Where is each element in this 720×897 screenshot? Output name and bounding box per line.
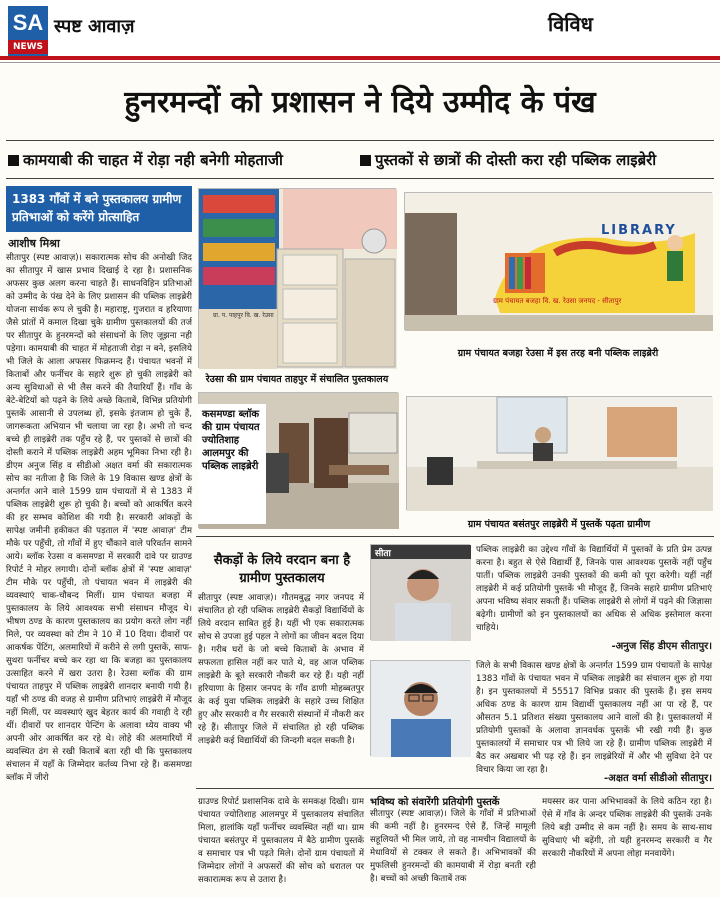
photo-3-label: कसमण्डा ब्लॉक की ग्राम पंचायत ज्योतिशाह आलमपुर की पब्लिक लाइब्रेरी (198, 404, 266, 524)
headline-rule (6, 140, 714, 141)
masthead-rule-thin (0, 62, 720, 63)
cdo-photo (370, 660, 470, 756)
cdo-quote-author: -अक्षत वर्मा सीडीओ सीतापुर। (604, 773, 712, 784)
logo-sub: NEWS (8, 40, 48, 54)
cdo-quote: जिले के सभी विकास खण्ड क्षेत्रों के अन्तर्गत 1599 ग्राम पंचायतों के सापेक्ष 1383 गाँवों के पंचायत भवन में पब्लिक लाइब्रेरी का संचालन शुरू हो गया है। इन पुस्तकालयों में 55517 विभिन्न प्रकार की पुस्तकें हैं। इस समय अधिक ठण्ड के कारण ग्राम विद्यार्थी पुस्तकालय नहीं आ पा रहे हैं, पर औसतन 5.1 प्रतिशत संख्या पुस्तकालय आने वालों की है। पुस्तकालयों में प्रतियोगी पुस्तकों के अलावा ज्ञानवर्धक पुस्तकें भी रखी गयी हैं। कुछ पुस्तकालयों में समाचार पत्र भी लिये जा रहे हैं। ग्रामीण पब्लिक लाइब्रेरी में बैठ कर अखबार भी पढ़ रहे हैं। इन लाइब्रेरियों में और भी सुविधा देने पर विचार किया जा रहा है। (476, 661, 712, 775)
dm-photo (370, 544, 470, 640)
headline: हुनरमन्दों को प्रशासन ने दिये उम्मीद के पंख (124, 85, 596, 120)
section-label: विविध (548, 12, 593, 36)
subhead-2-text: पुस्तकों से छात्रों की दोस्ती करा रही पब्लिक लाइब्रेरी (375, 151, 657, 169)
portrait-label: सीता (375, 549, 391, 559)
subhead-rule (6, 178, 714, 179)
wall-text: ग्राम पंचायत बजहा वि. ख. रेउसा जनपद - सीतापुर (493, 297, 622, 305)
bottom-story-1-body: ग्राउण्ड रिपोर्ट प्रशासनिक दावे के समकक्ष दिखी। ग्राम पंचायत ज्योतिशाह आलमपुर में पुस्तकालय संचालित मिला, हालांकि यहाँ फर्नीचर व्यवस्थित नहीं था। ग्राम पंचायत बसंतपुर में पुस्तकालय में बैठे ग्रामीण पुस्तकें व समाचार पत्र भी पढ़ते मिले। दोनों ग्राम पंचायतों में जिम्मेदार लोगों ने अफसरों की सोच को धरातल पर सकारात्मक रूप से उतारा है। (198, 797, 364, 885)
subhead-1-text: कामयाबी की चाहत में रोड़ा नही बनेगी मोहताजी (23, 151, 283, 169)
reading-room-illustration (407, 397, 713, 511)
bottom-rule (196, 788, 714, 789)
photo-4-caption: ग्राम पंचायत बसंतपुर लाइब्रेरी में पुस्तकें पढ़ता ग्रामीण (467, 519, 651, 530)
masthead-rule (0, 56, 720, 60)
bottom-story-2-title: भविष्य को संवारेंगी प्रतियोगी पुस्तकें (370, 797, 500, 808)
brand-name: स्पष्ट आवाज़ (54, 16, 135, 37)
bottom-story-2-body-b: मयस्सर कर पाना अभिभावकों के लिये कठिन रहा है। ऐसे में गाँव के अन्दर पब्लिक लाइब्रेरी की पुस्तकें उनके लिये बड़ी उम्मीद से कम नहीं है। समय के साथ-साथ सुविधाएं भी बढ़ेंगी, तो यही हुनरमन्द सरकारी व गैर सरकारी नौकरियों में अपना लोहा मनवायेंगे। (542, 797, 712, 859)
photo-tahpur-library (198, 188, 396, 368)
bullet-square-icon (360, 155, 371, 166)
mid-rule (196, 536, 714, 537)
bottom-story-2-body-a: सीतापुर (स्पष्ट आवाज़)। जिले के गाँवों में प्रतिभाओं की कमी नहीं है। हुनरमन्द ऐसे हैं, जिन्हें मामूली सहूलियतें भी मिल जाये, तो वह नामचीन विद्यालयों के मेधावियों से टक्कर ले सकते हैं। अभिभावकों की मुफलिसी हुनरमन्दों की कामयाबी में रोड़ा बनती रही है। बच्चों को अच्छी किताबें तक (370, 809, 536, 884)
person-portrait (371, 545, 471, 641)
dm-quote-author: -अनुज सिंह डीएम सीतापुर। (611, 641, 712, 652)
dm-quote: पब्लिक लाइब्रेरी का उद्देश्य गाँवों के विद्यार्थियों में पुस्तकों के प्रति प्रेम उत्पन्न करना है। बहुत से ऐसे विद्यार्थी हैं, जिनके पास आवश्यक पुस्तकें नहीं पहुँच पातीं। पब्लिक लाइब्रेरी उनकी पुस्तकों की कमी को पूरा करेगी। यहीं नहीं लाइब्रेरी में कई प्रतियोगी पुस्तकें भी मौजूद हैं, जिनके सहारे ग्रामीण प्रतिभाएं अपना भविष्य संवार सकती हैं। पब्लिक लाइब्रेरी से लोगों में पढ़ने की जिज्ञासा बढ़ेगी। ग्रामीणों को इन पुस्तकालयों का अधिक से अधिक इस्तेमाल करना चाहिये। (476, 545, 712, 633)
second-story-body: सीतापुर (स्पष्ट आवाज़)। गौतमबुद्ध नगर जनपद में संचालित हो रही पब्लिक लाइब्रेरी सैकड़ों विद्यार्थियों के लिये वरदान साबित हुई है। यहीं भी एक सकारात्मक सोच से उपजा हुई पहल ने लोगों का जीवन बदल दिया है। गरीब घरों के जो बच्चे किताबों के अभाव में सफलता हासिल नहीं कर पाते थे, वह आज पब्लिक लाइब्रेरी के बूते सरकारी नौकरी कर रहे हैं। यही नहीं हरियाणा के हिसार जनपद के गाँव ढाणी मोहब्बतपुर के कई युवा पब्लिक लाइब्रेरी के सहारे उच्च शिक्षित हुए और सरकारी व गैर सरकारी संस्थानों में नौकरी कर रहे हैं। सीतापुर जिले में संचालित हो रही पब्लिक लाइब्रेरी कई विद्यार्थियों की जिन्दगी बदल सकती है। (198, 593, 364, 746)
bullet-square-icon (8, 155, 19, 166)
photo-sign: ग्रा. प. पाहपुर वि. ख. रेउसा (213, 312, 274, 319)
library-sign: LIBRARY (601, 223, 677, 238)
person-portrait (371, 661, 471, 757)
story-kicker: 1383 गाँवों में बने पुस्तकालय ग्रामीण प्रतिभाओं को करेंगे प्रोत्साहित (6, 186, 192, 232)
photo-basantpur-library (406, 396, 712, 510)
photo-bajaha-library (404, 192, 712, 330)
byline: आशीष मिश्रा (8, 237, 60, 250)
shelves-illustration (199, 189, 397, 369)
library-wall-illustration (405, 193, 713, 331)
second-story-title: सैकड़ों के लिये वरदान बना है ग्रामीण पुस्तकालय (213, 553, 351, 586)
logo-letters: SA (12, 10, 44, 35)
subhead-1 (8, 150, 283, 170)
photo-2-caption: ग्राम पंचायत बजहा रेउसा में इस तरह बनी पब्लिक लाइब्रेरी (457, 348, 659, 359)
main-story-body: सीतापुर (स्पष्ट आवाज़)। सकारात्मक सोच की अनोखी जिद का सीतापुर में खास प्रभाव दिखाई दे रहा है। प्रशासनिक अफसर कुछ अलग करना चाहते हैं। साधनविहिन प्रतिभाओं को उम्मीद के पंख देने के लिए प्रशासन की पब्लिक लाइब्रेरी योजना सार्थक रूप ले चुकी है। महाराष्ट्र, गुजरात व हरियाणा जैसे प्रांतों में कमाल दिखा चुके ग्रामीण पुस्तकालयों की तर्ज पर सीतापुर के हुनरमन्दों को संसाधनों के लिए जूझना नही पड़ेगा। कामयाबी की चाहत में मोहताजी रोड़ा न बने, इसलिये भी जिले के आला अफसर फिक्रमन्द हैं। पंचायत भवनों में किताबों और फर्नीचर के सहारे शुरू हो चुकी लाइब्रेरी को अन्य सुविधाओं से भी लैस करने की तैयारियाँ हैं। गाँव के बेटे-बेटियों को पढ़ने के लिये अच्छे किताबें, विभिन्न प्रतियोगी पुस्तकें आसानी से उपलब्ध हों, इसके इंतजाम हो चुके हैं, जागरूकता अभियान भी चलाया जा रहा है। अभी तो चन्द बच्चे ही लाइब्रेरी तक पहुँच रहे हैं, पर पुस्तकों से छात्रों की दोस्ती कराने में पब्लिक लाइब्रेरी अहम भूमिका निभा रही है। डीएम अनुज सिंह व सीडीओ अक्षत वर्मा की सकारात्मक सोच का नतीजा है कि जिले के 19 विकास खण्ड क्षेत्रों के अन्तर्गत आने वाले 1599 ग्राम पंचायतों में से 1383 में पब्लिक लाइब्रेरी शुरू हो चुकी है। बच्चों को आकर्षित करने की हर सम्भव कोशिश की गयी है। सरकारी आंकड़ों के सापेक्ष जमीनी हकीकत की पड़ताल में 'स्पष्ट आवाज़' टीम मौके पर पहुँची, तो गाँवों में हुए चौंकाने वाले परिवर्तन सामने आये। ब्लॉक रेउसा व कसमण्डा में सरकारी दावे पर ग्राउण्ड रिपोर्ट ने मोहर लगायी। दोनों ब्लॉक क्षेत्रों में 'स्पष्ट आवाज़' टीम मौके पर पहुँची, तो पंचायत भवन में लाइब्रेरी की व्यवस्थाएं चाक-चौबन्द मिलीं। ग्राम पंचायत बजहा में पुस्तकालय के लिये आवश्यक सभी संसाधन मौजूद थे। भीषण ठण्ड के कारण पुस्तकालय का प्रयोग करते लोग नहीं मिले, पर व्यवस्था को टीम ने 10 में 10 दिया। दीवारों पर आकर्षक पेंटिंग, अलमारियों में करीने से लगी पुस्तकें, साफ-सुथरा फर्नीचर बच्चे कर रहा था कि बजहा का पुस्तकालय उत्साहित करने में खरा उतरा है। रेउसा ब्लॉक की ग्राम पंचायत ताहपुर में पब्लिक लाइब्रेरी शानदार बनायी गयी है। यहाँ भी ठण्ड की वजह से ग्रामीण प्रतिभाएं लाइब्रेरी में मौजूद नहीं मिलीं, पर व्यवस्थाएं खुद बेहतर कार्य की गवाही दे रही थीं। दीवारों पर शानदार पेन्टिंग के अलावा ध्येय वाक्य भी अपनी ओर आकर्षित कर रहे थे। लोहे की अलमारियों में व्यवस्थित ढंग से रखी किताबें बता रही थी कि पुस्तकालय संचालन में यहाँ के जिम्मेदार कर्तव्य निभा रहे हैं। कसमण्डा ब्लॉक में जीरो (6, 253, 192, 783)
subhead-2 (360, 150, 656, 170)
photo-1-caption: रेउसा की ग्राम पंचायत ताहपुर में संचालित पुस्तकालय (205, 374, 389, 385)
